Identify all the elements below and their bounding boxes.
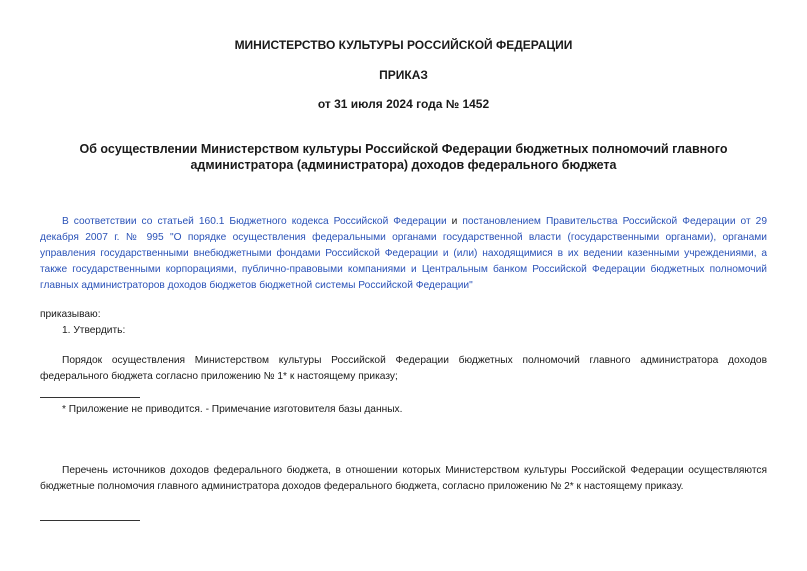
item-1: 1. Утвердить: (62, 325, 126, 336)
footnote: * Приложение не приводится. - Примечание изготовителя базы данных. (62, 404, 403, 415)
procedure-paragraph: Порядок осуществления Министерством культуры Российской Федерации бюджетных полномочий главного администратора доходов федерального бюджета согласно приложению № 1* к настоящему приказу; (40, 355, 767, 382)
ministry-name: МИНИСТЕРСТВО КУЛЬТУРЫ РОССИЙСКОЙ ФЕДЕРАЦИИ (234, 38, 573, 52)
preamble-conjunction: и (446, 216, 463, 227)
footnote-divider-2 (40, 520, 140, 521)
budget-code-link[interactable]: статьей 160.1 Бюджетного кодекса Российской Федерации (157, 216, 447, 227)
document-title-line1: Об осуществлении Министерством культуры Российской Федерации бюджетных полномочий главного (79, 142, 728, 156)
document-type: ПРИКАЗ (379, 68, 428, 82)
government-resolution-link[interactable]: постановлением Правительства Российской Федерации от 29 декабря 2007 г. № 995 "О порядке осуществления федеральными органами государственной власти (государственными органами), органами управления государственными внебюджетными фондами Российской Федерации и (или) находящимися в их ведении казенными учреждениями, а также государственными корпорациями, публично-правовыми компаниями и Центральным банком Российской Федерации бюджетных полномочий главных администраторов доходов бюджетов бюджетной системы Российской Федерации" (40, 216, 768, 291)
document-title-line2: администратора (администратора) доходов федерального бюджета (190, 158, 617, 172)
document-date-number: от 31 июля 2024 года № 1452 (317, 97, 490, 111)
document-title (0, 141, 807, 173)
preamble-paragraph (40, 214, 767, 294)
footnote-divider (40, 397, 140, 398)
preamble-prefix: В соответствии со (62, 216, 158, 227)
revenue-sources-paragraph: Перечень источников доходов федерального бюджета, в отношении которых Министерством культуры Российской Федерации осуществляются бюджетные полномочия главного администратора доходов федерального бюджета, согласно приложению № 2* к настоящему приказу. (40, 465, 767, 492)
orders-text: приказываю: (40, 309, 101, 320)
